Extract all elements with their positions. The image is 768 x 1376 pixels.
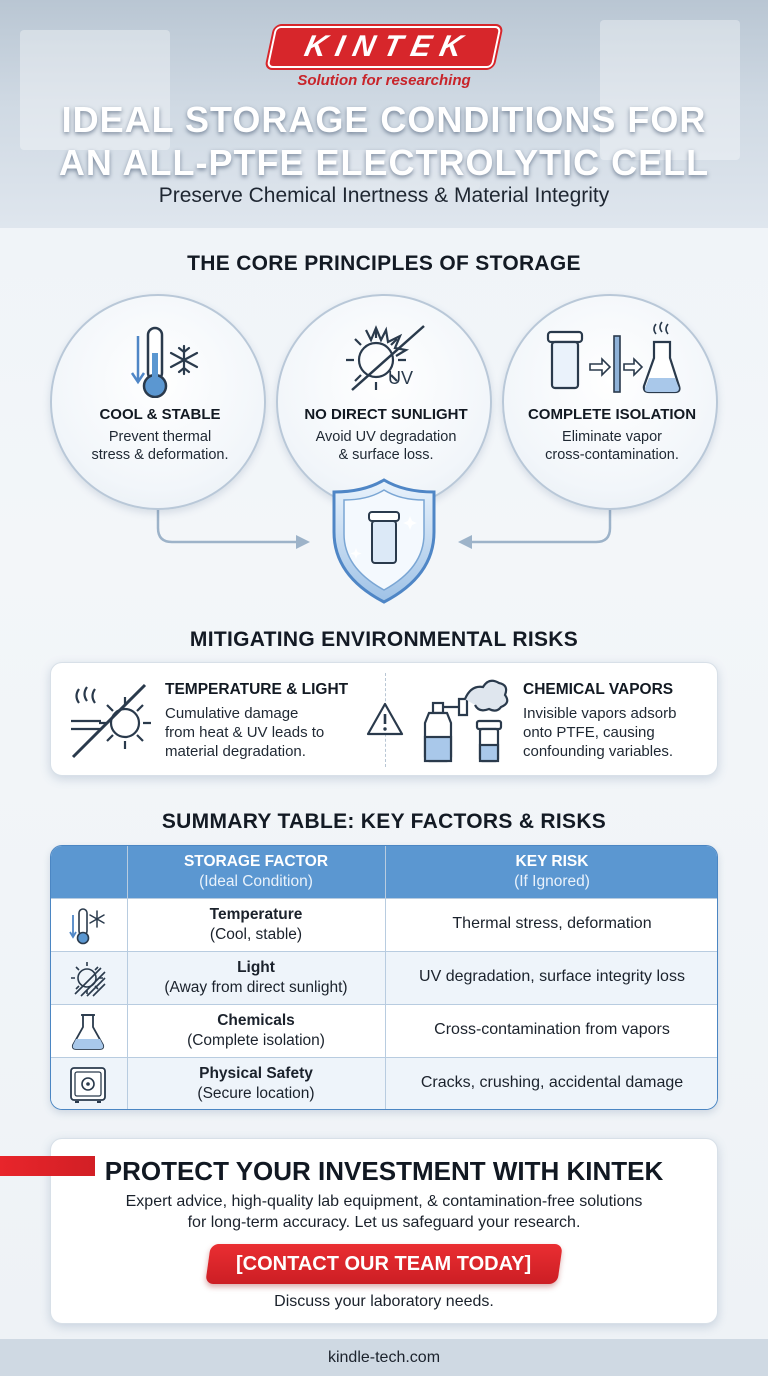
summary-table — [50, 845, 718, 1110]
risk-cell: Cracks, crushing, accidental damage — [420, 1074, 684, 1091]
sun-uv-crossed-icon — [278, 318, 494, 398]
column-header-factor — [127, 852, 385, 892]
column-header-subtitle: (If Ignored) — [514, 873, 590, 890]
risk-title: TEMPERATURE & LIGHT — [165, 681, 349, 698]
factor-condition: (Cool, stable) — [209, 926, 303, 943]
risk-cell: Cross-contamination from vapors — [434, 1021, 670, 1038]
cta-description — [70, 1191, 698, 1233]
factor-name: Light — [237, 959, 275, 976]
heat-sun-crossed-icon — [65, 677, 155, 763]
factor-name: Temperature — [209, 906, 303, 923]
risk-desc-line: onto PTFE, causing — [523, 724, 655, 741]
risk-desc-line: Cumulative damage — [165, 705, 299, 722]
logo-wordmark: KINTEK — [267, 26, 502, 68]
principle-title: COOL & STABLE — [99, 406, 221, 423]
page-title-line1: IDEAL STORAGE CONDITIONS FOR — [61, 99, 707, 140]
thermometer-snowflake-icon — [52, 318, 268, 398]
page-subtitle: Preserve Chemical Inertness & Material Integrity — [158, 184, 610, 207]
logo-tagline: Solution for researching — [297, 72, 471, 89]
contact-team-button-label: [CONTACT OUR TEAM TODAY] — [236, 1253, 532, 1275]
page-title-line2: AN ALL-PTFE ELECTROLYTIC CELL — [58, 142, 710, 183]
factor-cell — [127, 905, 385, 945]
risk-description — [523, 704, 676, 761]
column-header-title: STORAGE FACTOR — [183, 853, 329, 870]
risk-title: CHEMICAL VAPORS — [523, 681, 674, 698]
risk-desc-line: confounding variables. — [523, 743, 674, 760]
table-column-divider — [385, 846, 386, 1110]
risks-heading: MITIGATING ENVIRONMENTAL RISKS — [189, 628, 579, 651]
principle-description — [292, 428, 480, 464]
risk-description — [165, 704, 324, 761]
principle-desc-line: & surface loss. — [338, 447, 434, 463]
factor-name: Chemicals — [217, 1012, 295, 1029]
thermometer-snowflake-icon — [65, 905, 111, 945]
column-header-risk — [385, 852, 718, 892]
container-barrier-flask-icon — [504, 318, 720, 398]
cta-footnote: Discuss your laboratory needs. — [274, 1293, 494, 1310]
table-column-divider — [127, 846, 128, 1110]
bottles-vapor-icon — [419, 675, 511, 765]
column-header-title: KEY RISK — [515, 853, 589, 870]
safe-icon — [65, 1064, 111, 1104]
risk-cell: Thermal stress, deformation — [452, 915, 652, 932]
footer-site-link[interactable]: kindle-tech.com — [0, 1339, 768, 1376]
factor-cell — [127, 1011, 385, 1051]
risk-desc-line: Invisible vapors adsorb — [523, 705, 677, 722]
uv-label: UV — [388, 368, 414, 388]
cta-text-line: Expert advice, high-quality lab equipment, & contamination-free solutions — [125, 1193, 643, 1210]
risk-desc-line: material degradation. — [165, 743, 306, 760]
principle-title: COMPLETE ISOLATION — [527, 406, 697, 423]
risks-panel — [50, 662, 718, 776]
principle-card-isolation — [502, 294, 718, 510]
factor-cell — [127, 1064, 385, 1104]
principle-desc-line: Prevent thermal — [108, 429, 212, 445]
factor-name: Physical Safety — [199, 1065, 313, 1082]
summary-heading: SUMMARY TABLE: KEY FACTORS & RISKS — [161, 810, 607, 833]
principle-description — [518, 428, 706, 464]
principle-desc-line: Eliminate vapor — [562, 429, 662, 445]
sun-hatched-icon — [65, 958, 111, 998]
risk-cell: UV degradation, surface integrity loss — [419, 968, 685, 985]
principles-heading: THE CORE PRINCIPLES OF STORAGE — [187, 252, 581, 275]
principle-card-cool-stable — [50, 294, 266, 510]
shield-container-icon — [326, 476, 442, 606]
cta-text-line: for long-term accuracy. Let us safeguard your research. — [187, 1214, 581, 1231]
principle-title: NO DIRECT SUNLIGHT — [304, 406, 468, 423]
contact-team-button[interactable] — [205, 1244, 563, 1284]
flask-icon — [65, 1011, 111, 1051]
factor-cell — [127, 958, 385, 998]
warning-triangle-icon — [365, 701, 405, 737]
principle-desc-line: stress & deformation. — [91, 447, 229, 463]
factor-condition: (Secure location) — [197, 1085, 315, 1102]
principle-description — [66, 428, 254, 464]
factor-condition: (Complete isolation) — [187, 1032, 325, 1049]
column-header-subtitle: (Ideal Condition) — [199, 873, 313, 890]
principle-desc-line: Avoid UV degradation — [315, 429, 457, 445]
risk-desc-line: from heat & UV leads to — [165, 724, 325, 741]
principle-desc-line: cross-contamination. — [545, 447, 679, 463]
cta-title: PROTECT YOUR INVESTMENT WITH KINTEK — [104, 1156, 664, 1186]
factor-condition: (Away from direct sunlight) — [164, 979, 348, 996]
